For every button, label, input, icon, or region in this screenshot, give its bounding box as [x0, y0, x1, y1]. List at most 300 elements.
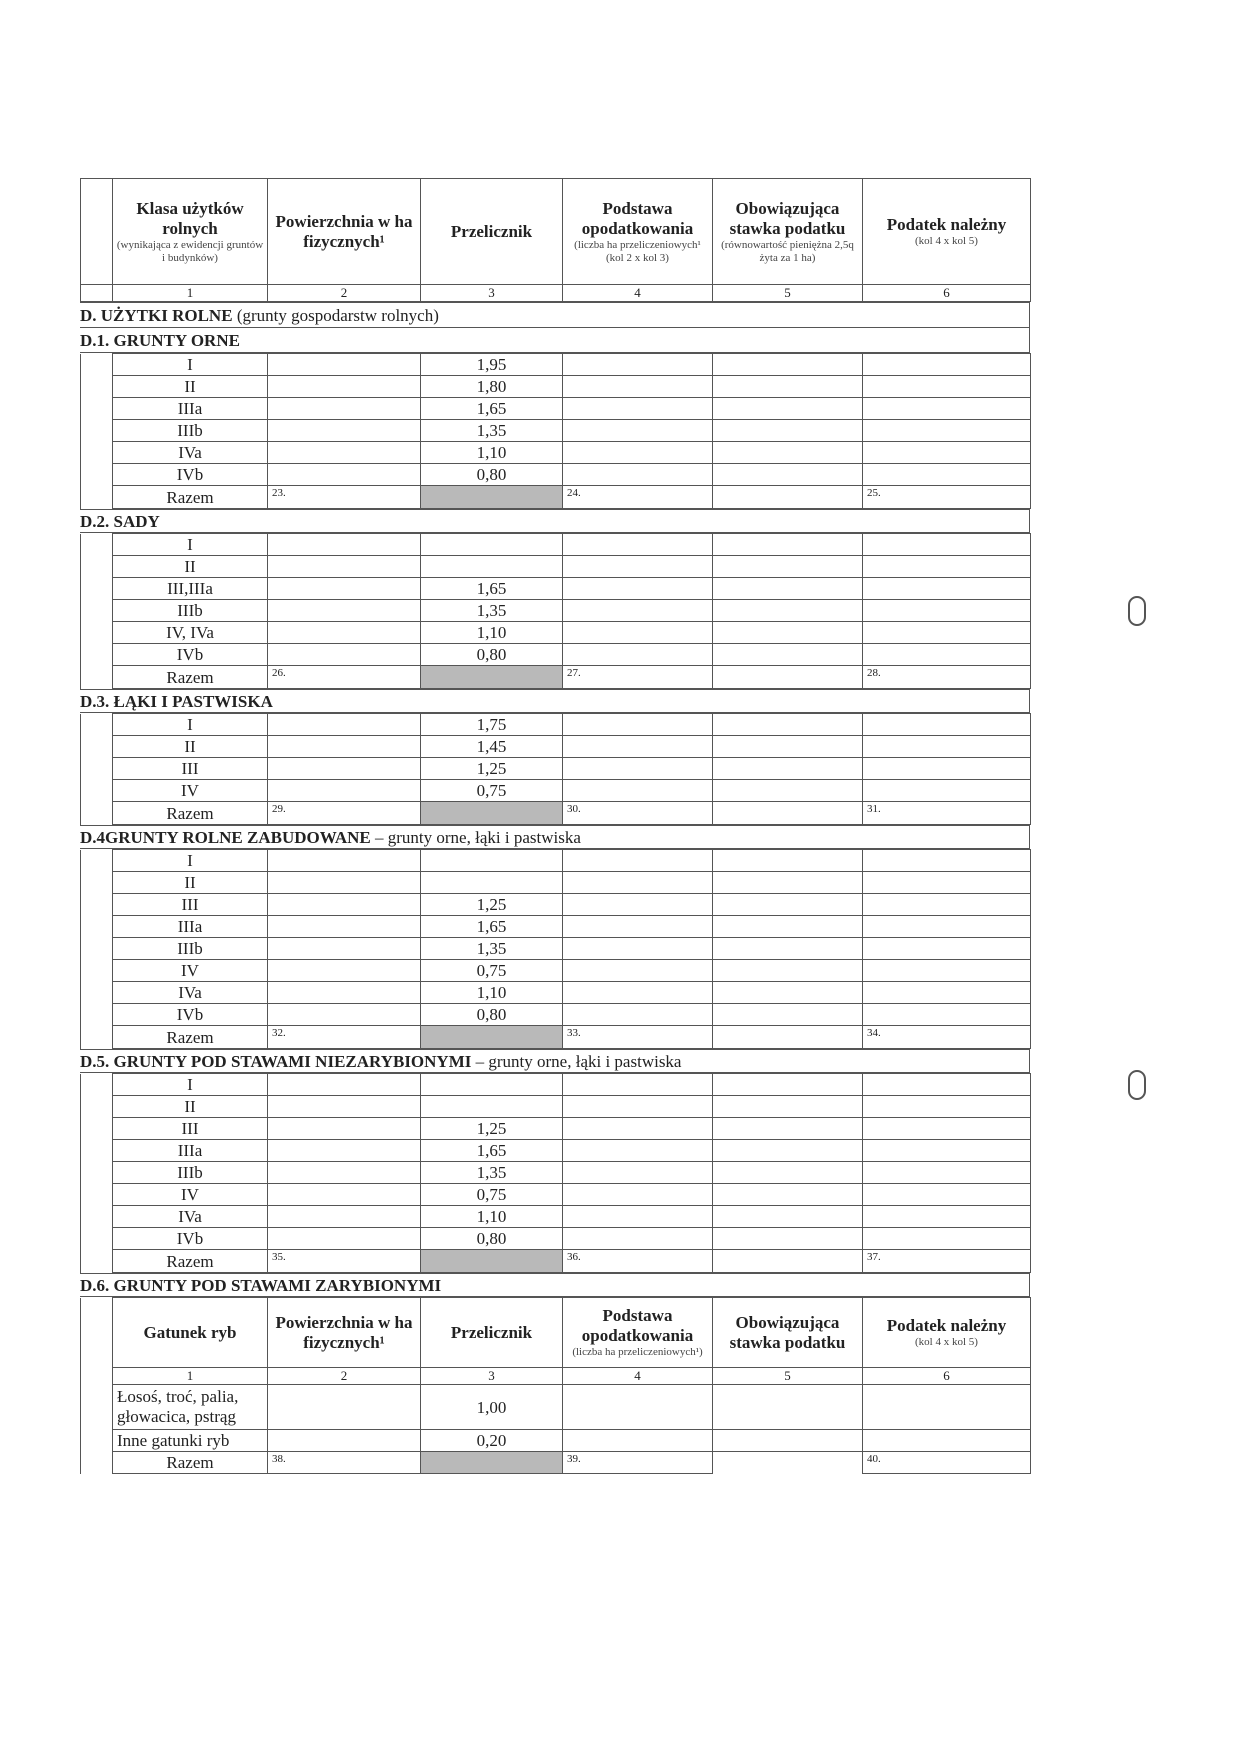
conversion-factor: 0,75	[421, 960, 563, 982]
area-input[interactable]	[268, 982, 421, 1004]
d1-table	[80, 353, 1031, 509]
rate-input[interactable]	[713, 644, 863, 666]
shaded-cell	[421, 1026, 563, 1049]
base-input[interactable]	[563, 354, 713, 376]
row-stub	[81, 600, 113, 622]
d5-title: D.5. GRUNTY POD STAWAMI NIEZARYBIONYMI – grunty orne, łąki i pastwiska	[80, 1050, 1030, 1073]
conversion-factor: 1,00	[421, 1385, 563, 1430]
d6-col5-header: Obowiązująca stawka podatku	[713, 1298, 863, 1368]
field-area-total[interactable]: 32.	[268, 1026, 421, 1049]
field-39-base-total[interactable]: 39.	[563, 1452, 713, 1474]
row-stub	[81, 622, 113, 644]
col-number: 4	[563, 285, 713, 302]
area-input[interactable]	[268, 354, 421, 376]
soil-class: IVa	[113, 1206, 268, 1228]
field-area-total[interactable]: 23.	[268, 486, 421, 509]
rate-input[interactable]	[713, 1096, 863, 1118]
area-input[interactable]	[268, 1162, 421, 1184]
tax-input[interactable]	[863, 938, 1031, 960]
razem-label: Razem	[113, 666, 268, 689]
class-row	[81, 714, 1031, 736]
area-input[interactable]	[268, 1118, 421, 1140]
tax-input[interactable]	[863, 1004, 1031, 1026]
tax-input[interactable]	[863, 758, 1031, 780]
class-row	[81, 894, 1031, 916]
d4-title-table	[80, 825, 1030, 849]
rate-input[interactable]	[713, 758, 863, 780]
row-stub	[81, 1074, 113, 1096]
base-input[interactable]	[563, 1140, 713, 1162]
conversion-factor: 1,65	[421, 916, 563, 938]
tax-input[interactable]	[863, 578, 1031, 600]
area-input[interactable]	[268, 464, 421, 486]
rate-cell	[713, 802, 863, 825]
base-input[interactable]	[563, 736, 713, 758]
shaded-cell	[421, 666, 563, 689]
rate-input[interactable]	[713, 398, 863, 420]
area-input[interactable]	[268, 736, 421, 758]
header-table	[80, 178, 1031, 302]
soil-class: IIIb	[113, 1162, 268, 1184]
base-input[interactable]	[563, 960, 713, 982]
class-row	[81, 534, 1031, 556]
row-stub	[81, 1206, 113, 1228]
area-input[interactable]	[268, 1074, 421, 1096]
row-stub	[81, 1162, 113, 1184]
row-stub	[81, 354, 113, 376]
area-input[interactable]	[268, 398, 421, 420]
rate-input[interactable]	[713, 894, 863, 916]
conversion-factor	[421, 1074, 563, 1096]
rate-input[interactable]	[713, 464, 863, 486]
tax-input[interactable]	[863, 872, 1031, 894]
class-row	[81, 442, 1031, 464]
tax-input[interactable]	[863, 600, 1031, 622]
tax-input[interactable]	[863, 644, 1031, 666]
tax-input[interactable]	[863, 1228, 1031, 1250]
field-base-total[interactable]: 24.	[563, 486, 713, 509]
col6-header: Podatek należny (kol 4 x kol 5)	[863, 179, 1031, 285]
area-input[interactable]	[268, 960, 421, 982]
rate-input[interactable]	[713, 938, 863, 960]
base-input[interactable]	[563, 420, 713, 442]
conversion-factor: 1,75	[421, 714, 563, 736]
area-input[interactable]	[268, 376, 421, 398]
base-input[interactable]	[563, 894, 713, 916]
section-d-table	[80, 302, 1030, 353]
area-input[interactable]	[268, 850, 421, 872]
base-input[interactable]	[563, 1074, 713, 1096]
conversion-factor: 0,80	[421, 644, 563, 666]
d6-col2-header: Powierzchnia w ha fizycznych¹	[268, 1298, 421, 1368]
tax-input[interactable]	[863, 622, 1031, 644]
razem-row	[81, 666, 1031, 689]
area-input[interactable]	[268, 1140, 421, 1162]
area-input[interactable]	[268, 714, 421, 736]
base-input[interactable]	[563, 1385, 713, 1430]
row-stub	[81, 398, 113, 420]
rate-input[interactable]	[713, 420, 863, 442]
base-input[interactable]	[563, 872, 713, 894]
rate-input[interactable]	[713, 916, 863, 938]
area-input[interactable]	[268, 1385, 421, 1430]
tax-input[interactable]	[863, 894, 1031, 916]
field-40-tax-total[interactable]: 40.	[863, 1452, 1031, 1474]
class-row	[81, 850, 1031, 872]
rate-input[interactable]	[713, 1140, 863, 1162]
tax-input[interactable]	[863, 556, 1031, 578]
col-number: 2	[268, 285, 421, 302]
soil-class: III,IIIa	[113, 578, 268, 600]
soil-class: I	[113, 354, 268, 376]
base-input[interactable]	[563, 758, 713, 780]
rate-input[interactable]	[713, 1162, 863, 1184]
binder-hole-top	[1128, 596, 1146, 626]
shaded-cell	[421, 486, 563, 509]
tax-input[interactable]	[863, 1385, 1031, 1430]
area-input[interactable]	[268, 938, 421, 960]
d2-table	[80, 533, 1031, 689]
base-input[interactable]	[563, 1118, 713, 1140]
tax-input[interactable]	[863, 916, 1031, 938]
base-input[interactable]	[563, 622, 713, 644]
tax-input[interactable]	[863, 1074, 1031, 1096]
class-row	[81, 916, 1031, 938]
area-input[interactable]	[268, 894, 421, 916]
row-stub	[81, 1026, 113, 1049]
area-input[interactable]	[268, 622, 421, 644]
class-row	[81, 1206, 1031, 1228]
row-stub	[81, 758, 113, 780]
d5-title-table	[80, 1049, 1030, 1073]
rate-input[interactable]	[713, 1118, 863, 1140]
class-row	[81, 622, 1031, 644]
row-stub	[81, 644, 113, 666]
razem-label: Razem	[113, 1452, 268, 1474]
base-input[interactable]	[563, 916, 713, 938]
area-input[interactable]	[268, 556, 421, 578]
tax-input[interactable]	[863, 464, 1031, 486]
base-input[interactable]	[563, 780, 713, 802]
rate-input[interactable]	[713, 872, 863, 894]
field-area-total[interactable]: 26.	[268, 666, 421, 689]
base-input[interactable]	[563, 1430, 713, 1452]
base-input[interactable]	[563, 1228, 713, 1250]
area-input[interactable]	[268, 1184, 421, 1206]
soil-class: II	[113, 556, 268, 578]
soil-class: IV	[113, 960, 268, 982]
base-input[interactable]	[563, 1184, 713, 1206]
row-stub	[81, 464, 113, 486]
conversion-factor: 0,80	[421, 1228, 563, 1250]
base-input[interactable]	[563, 600, 713, 622]
base-input[interactable]	[563, 556, 713, 578]
soil-class: II	[113, 1096, 268, 1118]
area-input[interactable]	[268, 420, 421, 442]
rate-input[interactable]	[713, 1184, 863, 1206]
tax-input[interactable]	[863, 1162, 1031, 1184]
conversion-factor: 1,10	[421, 442, 563, 464]
soil-class: I	[113, 1074, 268, 1096]
col-number: 6	[863, 285, 1031, 302]
row-stub	[81, 376, 113, 398]
rate-input[interactable]	[713, 442, 863, 464]
row-stub	[81, 420, 113, 442]
soil-class: IVb	[113, 1004, 268, 1026]
area-input[interactable]	[268, 1206, 421, 1228]
rate-input[interactable]	[713, 534, 863, 556]
row-stub	[81, 1250, 113, 1273]
field-tax-total[interactable]: 28.	[863, 666, 1031, 689]
area-input[interactable]	[268, 442, 421, 464]
class-row	[81, 600, 1031, 622]
class-row	[81, 376, 1031, 398]
class-row	[81, 960, 1031, 982]
col-number: 1	[113, 1368, 268, 1385]
class-row	[81, 556, 1031, 578]
conversion-factor: 1,35	[421, 420, 563, 442]
area-input[interactable]	[268, 872, 421, 894]
rate-input[interactable]	[713, 982, 863, 1004]
conversion-factor	[421, 556, 563, 578]
base-input[interactable]	[563, 982, 713, 1004]
rate-input[interactable]	[713, 622, 863, 644]
conversion-factor	[421, 872, 563, 894]
tax-input[interactable]	[863, 534, 1031, 556]
soil-class: IIIb	[113, 600, 268, 622]
conversion-factor: 0,20	[421, 1430, 563, 1452]
field-base-total[interactable]: 30.	[563, 802, 713, 825]
field-38-area-total[interactable]: 38.	[268, 1452, 421, 1474]
col5-header: Obowiązująca stawka podatku (równowartość pieniężna 2,5q żyta za 1 ha)	[713, 179, 863, 285]
tax-input[interactable]	[863, 982, 1031, 1004]
area-input[interactable]	[268, 1004, 421, 1026]
area-input[interactable]	[268, 1096, 421, 1118]
field-area-total[interactable]: 29.	[268, 802, 421, 825]
conversion-factor: 1,45	[421, 736, 563, 758]
base-input[interactable]	[563, 1206, 713, 1228]
rate-input[interactable]	[713, 1228, 863, 1250]
tax-input[interactable]	[863, 1118, 1031, 1140]
rate-cell	[713, 1250, 863, 1273]
class-row	[81, 780, 1031, 802]
class-row	[81, 938, 1031, 960]
tax-input[interactable]	[863, 442, 1031, 464]
conversion-factor: 1,25	[421, 894, 563, 916]
rate-input[interactable]	[713, 1430, 863, 1452]
area-input[interactable]	[268, 578, 421, 600]
col-number: 5	[713, 1368, 863, 1385]
tax-input[interactable]	[863, 420, 1031, 442]
field-tax-total[interactable]: 37.	[863, 1250, 1031, 1273]
col1-header: Klasa użytków rolnych (wynikająca z ewidencji gruntów i budynków)	[113, 179, 268, 285]
d1-title: D.1. GRUNTY ORNE	[80, 328, 1030, 353]
area-input[interactable]	[268, 534, 421, 556]
soil-class: IVa	[113, 982, 268, 1004]
section-d-title: D. UŻYTKI ROLNE (grunty gospodarstw rolnych)	[80, 303, 1030, 328]
conversion-factor	[421, 850, 563, 872]
area-input[interactable]	[268, 916, 421, 938]
tax-input[interactable]	[863, 1184, 1031, 1206]
field-base-total[interactable]: 33.	[563, 1026, 713, 1049]
tax-input[interactable]	[863, 398, 1031, 420]
soil-class: IIIa	[113, 916, 268, 938]
col-number: 2	[268, 1368, 421, 1385]
soil-class: IV	[113, 780, 268, 802]
soil-class: IIIb	[113, 938, 268, 960]
soil-class: IIIa	[113, 398, 268, 420]
base-input[interactable]	[563, 464, 713, 486]
col-number: 5	[713, 285, 863, 302]
field-base-total[interactable]: 36.	[563, 1250, 713, 1273]
soil-class: IVb	[113, 464, 268, 486]
row-stub	[81, 486, 113, 509]
d6-col4-header: Podstawa opodatkowania (liczba ha przeliczeniowych¹)	[563, 1298, 713, 1368]
conversion-factor: 1,25	[421, 1118, 563, 1140]
base-input[interactable]	[563, 398, 713, 420]
base-input[interactable]	[563, 1004, 713, 1026]
field-area-total[interactable]: 35.	[268, 1250, 421, 1273]
conversion-factor: 1,35	[421, 1162, 563, 1184]
row-stub	[81, 916, 113, 938]
soil-class: IV, IVa	[113, 622, 268, 644]
area-input[interactable]	[268, 1430, 421, 1452]
conversion-factor	[421, 1096, 563, 1118]
razem-label: Razem	[113, 1026, 268, 1049]
d6-col6-header: Podatek należny (kol 4 x kol 5)	[863, 1298, 1031, 1368]
rate-input[interactable]	[713, 850, 863, 872]
razem-row	[81, 802, 1031, 825]
shaded-cell	[421, 1452, 563, 1474]
rate-input[interactable]	[713, 1206, 863, 1228]
row-stub	[81, 872, 113, 894]
conversion-factor: 1,65	[421, 578, 563, 600]
conversion-factor: 1,80	[421, 376, 563, 398]
rate-input[interactable]	[713, 1074, 863, 1096]
tax-input[interactable]	[863, 960, 1031, 982]
tax-input[interactable]	[863, 714, 1031, 736]
tax-input[interactable]	[863, 1430, 1031, 1452]
rate-input[interactable]	[713, 780, 863, 802]
base-input[interactable]	[563, 1162, 713, 1184]
class-row	[81, 354, 1031, 376]
conversion-factor: 1,35	[421, 600, 563, 622]
class-row	[81, 420, 1031, 442]
tax-form-section-d	[80, 178, 1030, 1474]
rate-input[interactable]	[713, 556, 863, 578]
row-stub	[81, 1228, 113, 1250]
fish-species-cell: Łosoś, troć, palia, głowacica, pstrąg	[113, 1385, 268, 1430]
base-input[interactable]	[563, 850, 713, 872]
tax-input[interactable]	[863, 780, 1031, 802]
rate-input[interactable]	[713, 600, 863, 622]
base-input[interactable]	[563, 376, 713, 398]
class-row	[81, 1140, 1031, 1162]
conversion-factor: 1,10	[421, 982, 563, 1004]
field-base-total[interactable]: 27.	[563, 666, 713, 689]
area-input[interactable]	[268, 780, 421, 802]
rate-input[interactable]	[713, 736, 863, 758]
rate-input[interactable]	[713, 376, 863, 398]
soil-class: IIIb	[113, 420, 268, 442]
base-input[interactable]	[563, 714, 713, 736]
rate-input[interactable]	[713, 1385, 863, 1430]
base-input[interactable]	[563, 1096, 713, 1118]
soil-class: II	[113, 376, 268, 398]
class-row	[81, 1118, 1031, 1140]
tax-input[interactable]	[863, 1140, 1031, 1162]
field-tax-total[interactable]: 25.	[863, 486, 1031, 509]
conversion-factor: 1,35	[421, 938, 563, 960]
row-stub	[81, 666, 113, 689]
col-number: 6	[863, 1368, 1031, 1385]
rate-input[interactable]	[713, 960, 863, 982]
rate-input[interactable]	[713, 578, 863, 600]
base-input[interactable]	[563, 442, 713, 464]
base-input[interactable]	[563, 534, 713, 556]
rate-input[interactable]	[713, 354, 863, 376]
tax-input[interactable]	[863, 736, 1031, 758]
field-tax-total[interactable]: 31.	[863, 802, 1031, 825]
shaded-cell	[421, 1250, 563, 1273]
conversion-factor: 1,95	[421, 354, 563, 376]
soil-class: I	[113, 850, 268, 872]
tax-input[interactable]	[863, 1096, 1031, 1118]
razem-label: Razem	[113, 802, 268, 825]
tax-input[interactable]	[863, 354, 1031, 376]
col-number: 1	[113, 285, 268, 302]
soil-class: III	[113, 758, 268, 780]
row-stub	[81, 960, 113, 982]
d6-title-table	[80, 1273, 1030, 1297]
row-stub	[81, 556, 113, 578]
rate-input[interactable]	[713, 1004, 863, 1026]
soil-class: IV	[113, 1184, 268, 1206]
field-tax-total[interactable]: 34.	[863, 1026, 1031, 1049]
row-stub	[81, 736, 113, 758]
col4-header: Podstawa opodatkowania (liczba ha przeliczeniowych¹ (kol 2 x kol 3)	[563, 179, 713, 285]
class-row	[81, 398, 1031, 420]
row-stub	[81, 714, 113, 736]
conversion-factor: 1,25	[421, 758, 563, 780]
conversion-factor: 1,65	[421, 1140, 563, 1162]
row-stub	[81, 442, 113, 464]
base-input[interactable]	[563, 938, 713, 960]
class-row	[81, 736, 1031, 758]
base-input[interactable]	[563, 644, 713, 666]
soil-class: I	[113, 714, 268, 736]
area-input[interactable]	[268, 1228, 421, 1250]
area-input[interactable]	[268, 758, 421, 780]
base-input[interactable]	[563, 578, 713, 600]
class-row	[81, 578, 1031, 600]
tax-input[interactable]	[863, 850, 1031, 872]
rate-input[interactable]	[713, 714, 863, 736]
conversion-factor: 0,75	[421, 780, 563, 802]
tax-input[interactable]	[863, 376, 1031, 398]
soil-class: III	[113, 1118, 268, 1140]
col-number: 3	[421, 285, 563, 302]
d5-table	[80, 1073, 1031, 1273]
col3-header: Przelicznik	[421, 179, 563, 285]
area-input[interactable]	[268, 644, 421, 666]
d6-title: D.6. GRUNTY POD STAWAMI ZARYBIONYMI	[80, 1274, 1030, 1297]
d6-table	[80, 1297, 1031, 1474]
tax-input[interactable]	[863, 1206, 1031, 1228]
area-input[interactable]	[268, 600, 421, 622]
row-stub	[81, 850, 113, 872]
razem-row	[81, 1250, 1031, 1273]
